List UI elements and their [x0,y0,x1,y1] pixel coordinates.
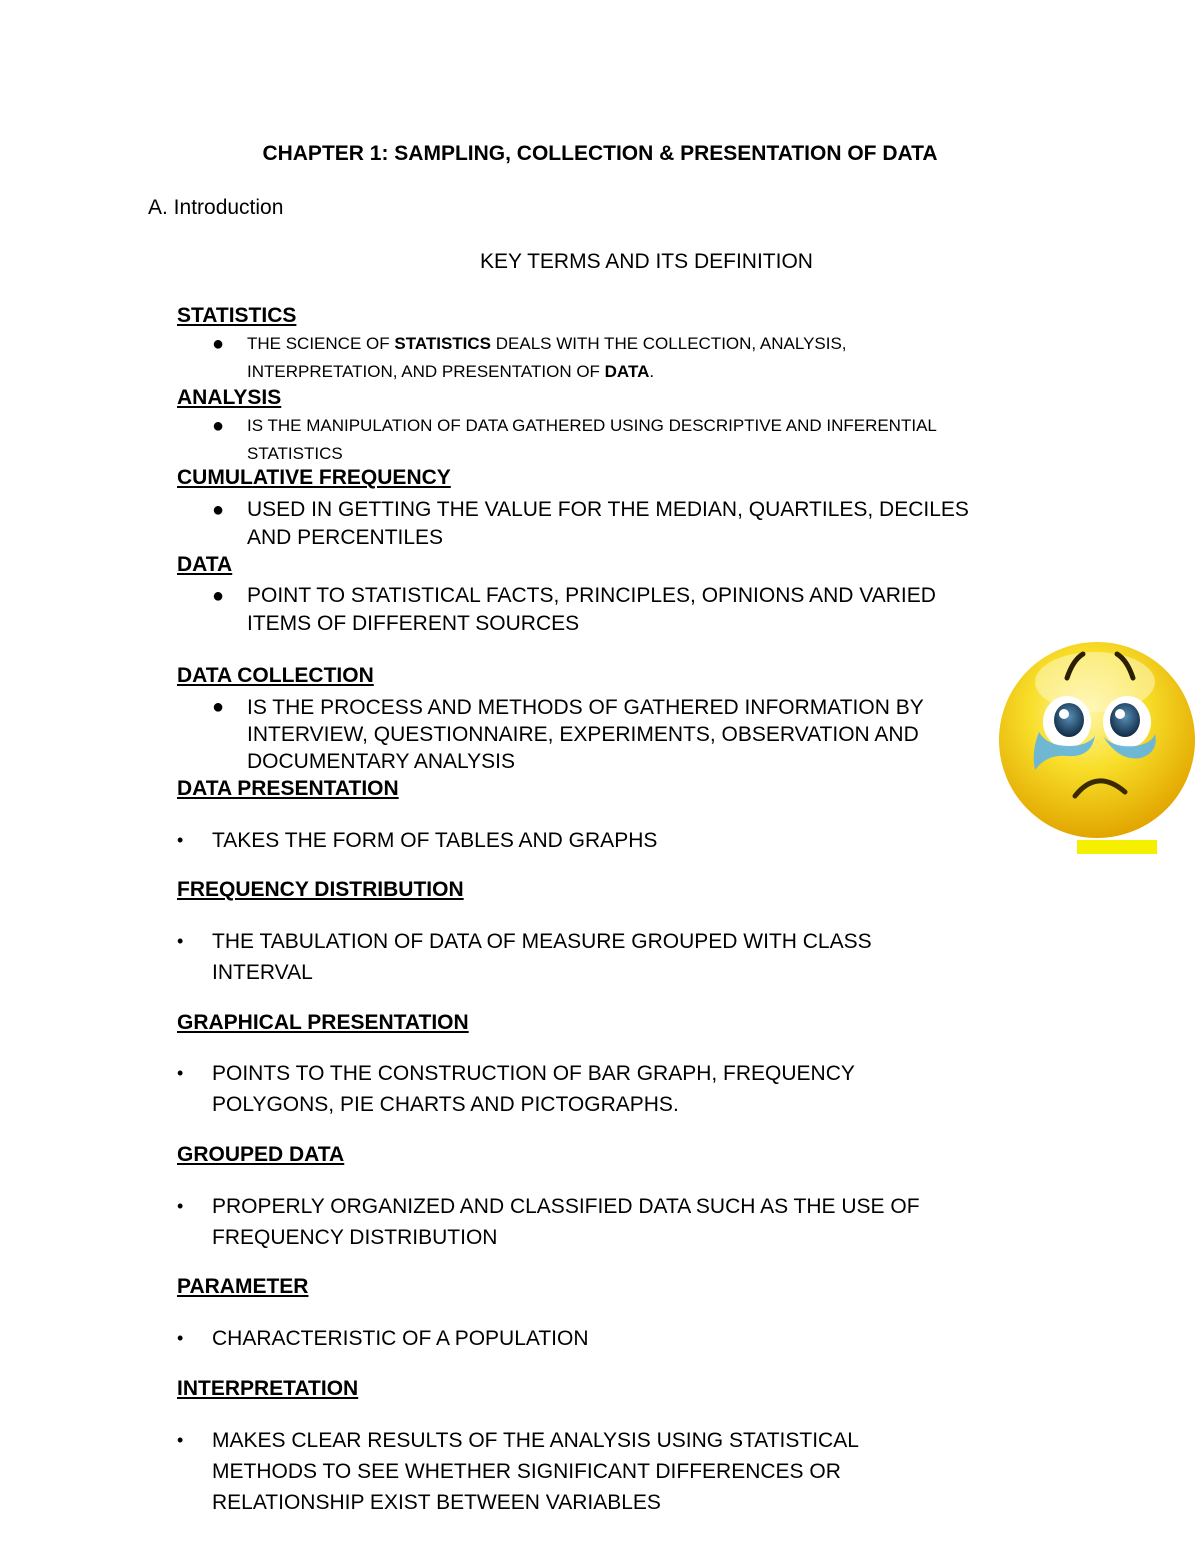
term-definition-cumulative-frequency: ● USED IN GETTING THE VALUE FOR THE MEDIAN, QUARTILES, DECILES AND PERCENTILES [212,498,969,549]
term-definition-graphical-presentation: • POINTS TO THE CONSTRUCTION OF BAR GRAPH, FREQUENCY POLYGONS, PIE CHARTS AND PICTOGRAPHS. [177,1058,1077,1120]
bullet-icon: • [177,1063,184,1083]
term-heading-graphical-presentation: GRAPHICAL PRESENTATION [177,1011,469,1034]
term-definition-data-collection: ● IS THE PROCESS AND METHODS OF GATHERED INFORMATION BY INTERVIEW, QUESTIONNAIRE, EXPERIMENTS, OBSERVATION AND DOCUMENTARY ANALYSIS [212,696,924,773]
term-definition-parameter: • CHARACTERISTIC OF A POPULATION [177,1323,1077,1354]
term-heading-parameter: PARAMETER [177,1275,309,1298]
bullet-icon: ● [212,696,225,718]
bullet-icon: ● [212,333,225,355]
term-definition-analysis: ● IS THE MANIPULATION OF DATA GATHERED USING DESCRIPTIVE AND INFERENTIAL STATISTICS [212,412,1072,468]
term-heading-cumulative-frequency: CUMULATIVE FREQUENCY [177,466,451,489]
term-definition-grouped-data: • PROPERLY ORGANIZED AND CLASSIFIED DATA SUCH AS THE USE OF FREQUENCY DISTRIBUTION [177,1191,1077,1253]
term-heading-frequency-distribution: FREQUENCY DISTRIBUTION [177,878,464,901]
bullet-icon: ● [212,499,225,521]
term-definition-interpretation: • MAKES CLEAR RESULTS OF THE ANALYSIS USING STATISTICAL METHODS TO SEE WHETHER SIGNIFICANT DIFFERENCES OR RELATIONSHIP EXIST BETWEEN VARIABLES [177,1425,1077,1518]
term-definition-data-presentation: • TAKES THE FORM OF TABLES AND GRAPHS [177,825,1077,856]
term-heading-analysis: ANALYSIS [177,386,282,409]
term-definition-statistics: ● THE SCIENCE OF STATISTICS DEALS WITH THE COLLECTION, ANALYSIS, INTERPRETATION, AND PRESENTATION OF DATA. [212,330,1072,390]
key-terms-subtitle: KEY TERMS AND ITS DEFINITION [480,250,813,273]
section-heading: A. Introduction [148,196,284,219]
term-heading-data-presentation: DATA PRESENTATION [177,777,399,800]
bullet-icon: • [177,931,184,951]
bullet-icon: • [177,1328,184,1348]
bullet-icon: • [177,830,184,850]
bullet-icon: • [177,1430,184,1450]
term-definition-frequency-distribution: • THE TABULATION OF DATA OF MEASURE GROUPED WITH CLASS INTERVAL [177,926,1077,988]
bullet-icon: ● [212,415,225,437]
term-heading-grouped-data: GROUPED DATA [177,1143,345,1166]
term-heading-interpretation: INTERPRETATION [177,1377,359,1400]
crying-face-icon [995,640,1200,860]
bullet-icon: ● [212,585,225,607]
document-title: CHAPTER 1: SAMPLING, COLLECTION & PRESENTATION OF DATA [262,142,938,165]
term-definition-data: ● POINT TO STATISTICAL FACTS, PRINCIPLES, OPINIONS AND VARIED ITEMS OF DIFFERENT SOURCES [212,584,936,635]
term-heading-data-collection: DATA COLLECTION [177,664,374,687]
bullet-icon: • [177,1196,184,1216]
term-heading-statistics: STATISTICS [177,304,297,327]
term-heading-data: DATA [177,553,233,576]
